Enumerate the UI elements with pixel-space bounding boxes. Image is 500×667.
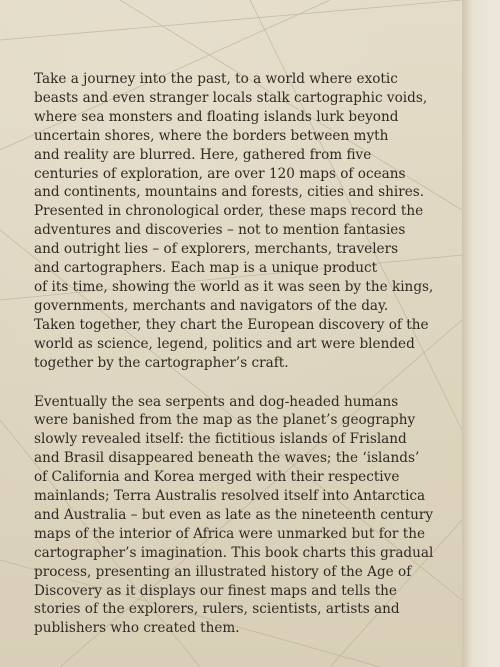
text-line: centuries of exploration, are over 120 maps of oceans bbox=[34, 165, 406, 182]
text-line: slowly revealed itself: the fictitious islands of Frisland bbox=[34, 431, 407, 448]
text-line: were banished from the map as the planet’s geography bbox=[34, 412, 416, 429]
text-line: of California and Korea merged with their respective bbox=[34, 469, 400, 486]
text-line: beasts and even stranger locals stalk cartographic voids, bbox=[34, 89, 428, 106]
text-line: of its time, showing the world as it was seen by the kings, bbox=[34, 278, 434, 295]
text-line: uncertain shores, where the borders between myth bbox=[34, 127, 389, 144]
text-line: and continents, mountains and forests, cities and shires. bbox=[34, 184, 425, 201]
text-line: Taken together, they chart the European discovery of the bbox=[34, 316, 429, 333]
text-line: governments, merchants and navigators of the day. bbox=[34, 297, 389, 314]
text-line: cartographer’s imagination. This book charts this gradual bbox=[34, 544, 434, 561]
flap-copy bbox=[34, 70, 434, 658]
text-line: Eventually the sea serpents and dog-headed humans bbox=[34, 393, 399, 410]
text-line: process, presenting an illustrated history of the Age of bbox=[34, 563, 412, 580]
paragraph-intro bbox=[34, 70, 434, 373]
text-line: together by the cartographer’s craft. bbox=[34, 354, 289, 371]
text-line: maps of the interior of Africa were unmarked but for the bbox=[34, 525, 425, 542]
text-line: where sea monsters and floating islands lurk beyond bbox=[34, 108, 399, 125]
text-line: and reality are blurred. Here, gathered from five bbox=[34, 146, 372, 163]
text-line: and Australia – but even as late as the nineteenth century bbox=[34, 506, 434, 523]
text-line: and Brasil disappeared beneath the waves; the ‘islands’ bbox=[34, 450, 420, 467]
text-line: Presented in chronological order, these maps record the bbox=[34, 203, 424, 220]
page-edge bbox=[462, 0, 500, 667]
paragraph-history bbox=[34, 393, 434, 639]
text-line: and cartographers. Each map is a unique product bbox=[34, 260, 378, 277]
text-line: and outright lies – of explorers, merchants, travelers bbox=[34, 241, 399, 258]
text-line: world as science, legend, politics and art were blended bbox=[34, 335, 415, 352]
text-line: adventures and discoveries – not to mention fantasies bbox=[34, 222, 406, 239]
text-line: Discovery as it displays our finest maps and tells the bbox=[34, 582, 397, 599]
text-line: publishers who created them. bbox=[34, 620, 240, 637]
text-line: stories of the explorers, rulers, scientists, artists and bbox=[34, 601, 400, 618]
text-line: mainlands; Terra Australis resolved itself into Antarctica bbox=[34, 488, 426, 505]
text-line: Take a journey into the past, to a world where exotic bbox=[34, 71, 398, 87]
